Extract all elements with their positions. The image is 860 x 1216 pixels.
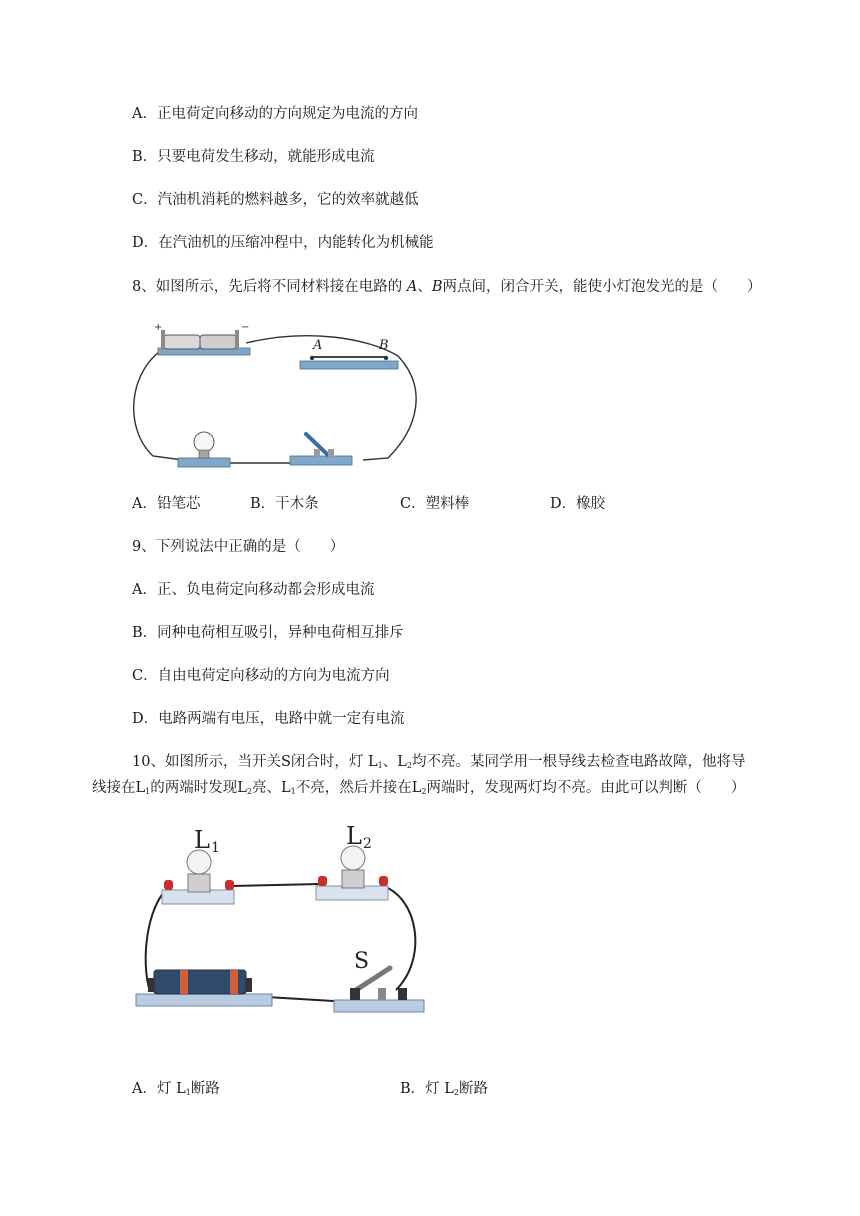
battery-holder-icon	[158, 330, 250, 355]
q10-circuit-figure	[128, 818, 438, 1038]
q8-stem: 8、如图所示，先后将不同材料接在电路的 A、B两点间，闭合开关，能使小灯泡发光的是（ ）	[132, 279, 762, 295]
q8-option-b: B．干木条	[250, 496, 319, 512]
test-board-icon	[300, 356, 398, 369]
q7-option-b: B．只要电荷发生移动，就能形成电流	[132, 149, 375, 165]
q8-option-a: A．铅笔芯	[132, 496, 201, 512]
q7-option-d: D．在汽油机的压缩冲程中，内能转化为机械能	[132, 235, 434, 251]
q10-option-a: A．灯 $L_1$断路	[132, 1081, 220, 1097]
q8-option-c: C．塑料棒	[400, 496, 470, 512]
label-l2-sub: 2	[363, 836, 372, 852]
q9-option-a: A．正、负电荷定向移动都会形成电流	[132, 582, 375, 598]
label-l1: L	[194, 826, 210, 854]
switch-s-icon	[334, 968, 424, 1012]
switch-icon	[290, 434, 352, 465]
label-l2: L	[346, 822, 362, 850]
minus-sign: −	[241, 322, 250, 333]
q9-option-c: C．自由电荷定向移动的方向为电流方向	[132, 668, 390, 684]
q10-option-b: B．灯 $L_2$断路	[400, 1081, 488, 1097]
q8-option-d: D．橡胶	[550, 496, 606, 512]
bulb-l2-icon	[316, 846, 388, 900]
label-l1-sub: 1	[211, 840, 220, 856]
q7-option-a: A．正电荷定向移动的方向规定为电流的方向	[132, 106, 418, 122]
plus-sign: +	[154, 322, 163, 333]
q9-stem: 9、下列说法中正确的是（ ）	[132, 539, 345, 555]
q7-option-c: C．汽油机消耗的燃料越多，它的效率就越低	[132, 192, 419, 208]
bulb-l1-icon	[162, 850, 234, 904]
q9-option-b: B．同种电荷相互吸引，异种电荷相互排斥	[132, 625, 404, 641]
label-b: B	[379, 338, 389, 353]
q9-option-d: D．电路两端有电压，电路中就一定有电流	[132, 711, 405, 727]
label-s: S	[354, 949, 370, 974]
battery-pack-icon	[136, 970, 272, 1006]
label-a: A	[313, 338, 323, 353]
bulb-icon	[178, 432, 230, 467]
q10-stem-line1: 10、如图所示，当开关S闭合时，灯 $L_1$、$L_2$均不亮。某同学用一根导线去检查电路故障，他将导	[132, 754, 746, 770]
q8-circuit-figure	[128, 318, 418, 478]
q10-stem-line2: 线接在$L_1$的两端时发现$L_2$亮、$L_1$不亮，然后并接在$L_2$两端时，发现两灯均不亮。由此可以判断（ ）	[92, 780, 746, 796]
